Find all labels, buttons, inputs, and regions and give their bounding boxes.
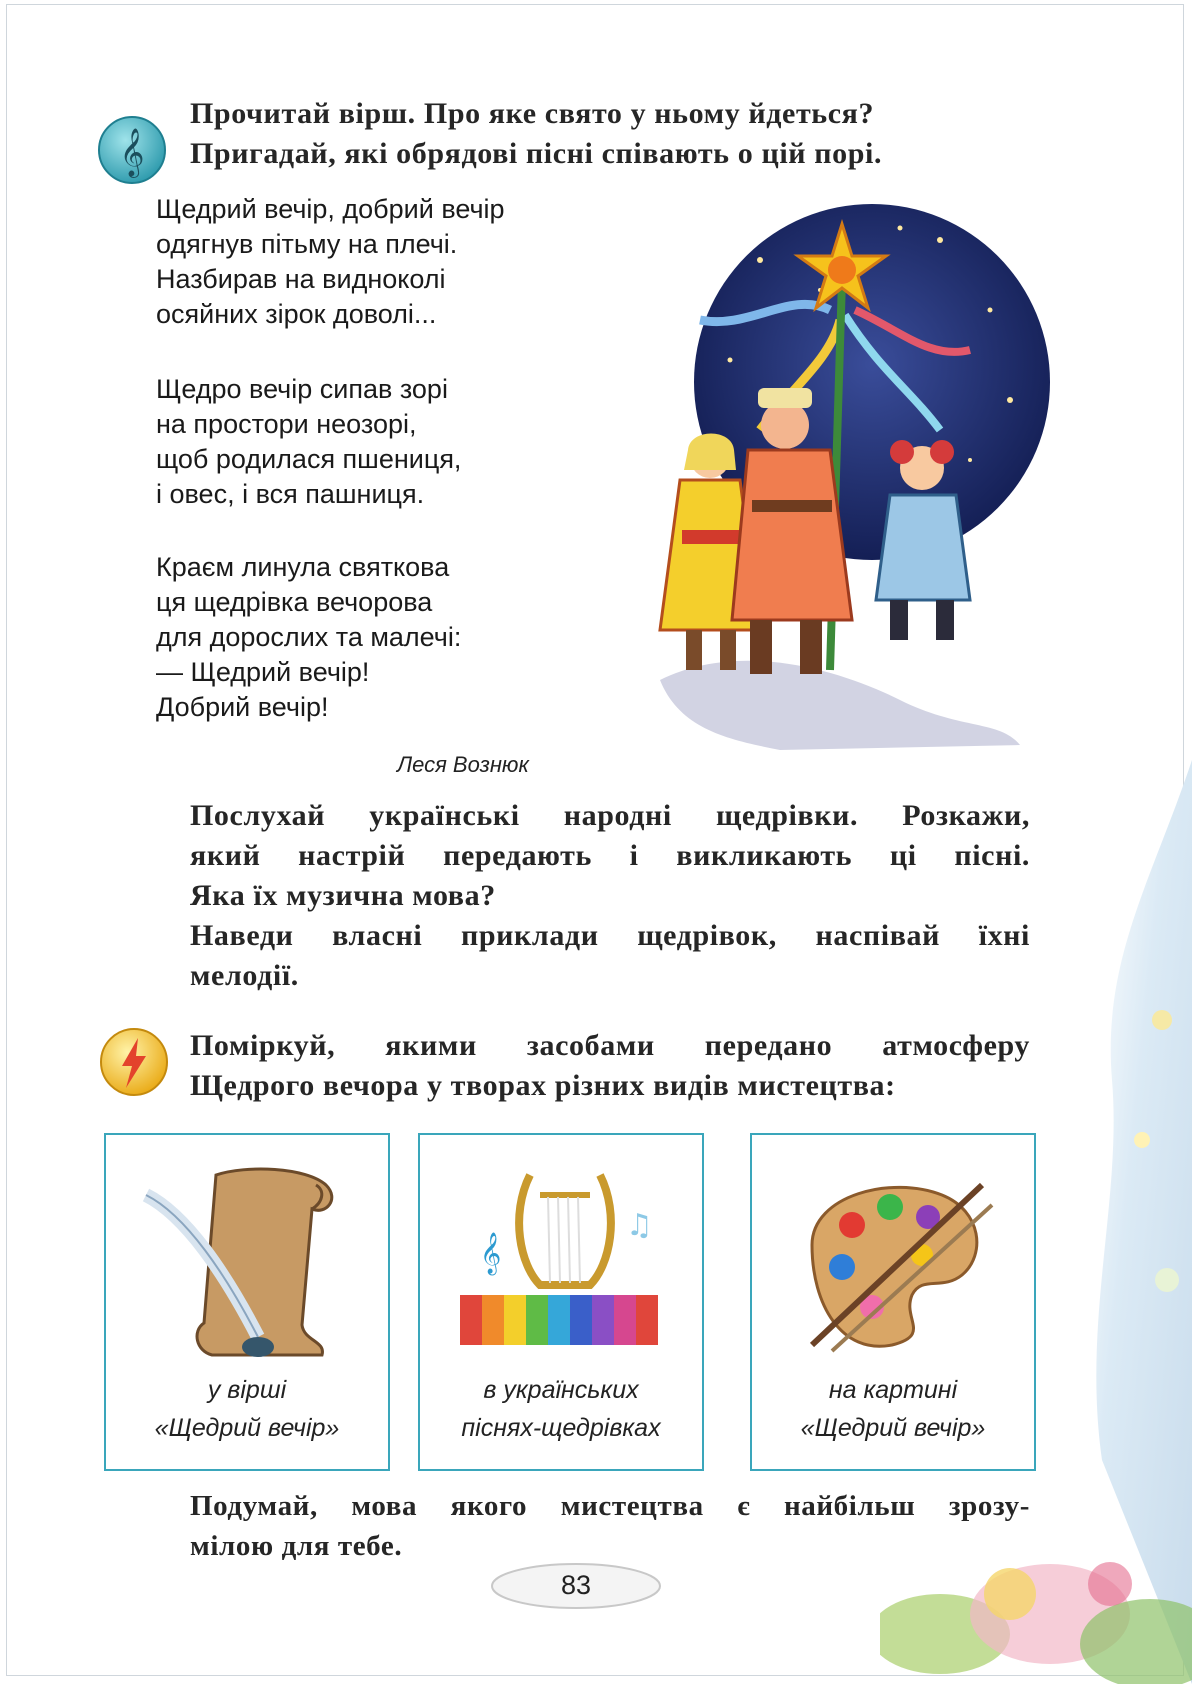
poem-line: Добрий вечір! (156, 692, 329, 722)
card-caption (752, 1371, 1034, 1447)
card-songs (418, 1133, 704, 1471)
poem-line: Назбирав на видноколі (156, 264, 446, 294)
poem-line: ця щедрівка вечорова (156, 587, 433, 617)
poem-line: одягнув пітьму на плечі. (156, 229, 458, 259)
poem-stanza-3 (156, 550, 461, 725)
task4-line2: мілою для тебе. (190, 1530, 403, 1562)
task2-line1: Послухай українські народні щедрівки. Розкажи, (190, 799, 1030, 832)
task2-line4: Наведи власні приклади щедрівок, наспівай їхні (190, 919, 1030, 952)
card-caption (106, 1371, 388, 1447)
lyre-keyboard-icon (440, 1155, 682, 1365)
page-number: 83 (560, 1570, 592, 1600)
poem-line: Щедро вечір сипав зорі (156, 374, 448, 404)
poem-line: Щедрий вечір, добрий вечір (156, 194, 505, 224)
svg-text:𝄞: 𝄞 (480, 1233, 502, 1274)
card-caption-line: піснях-щедрівках (461, 1414, 661, 1442)
task4-text (190, 1486, 1030, 1566)
palette-brushes-icon (772, 1155, 1014, 1365)
poem-author: Леся Вознюк (397, 752, 529, 777)
scroll-quill-icon (126, 1155, 368, 1365)
poem-line: — Щедрий вечір! (156, 657, 370, 687)
treble-clef-icon (96, 114, 168, 186)
poem-stanza-1 (156, 192, 505, 332)
task3-text (190, 1026, 1030, 1106)
task2-line5: мелодії. (190, 959, 299, 992)
task2-line3: Яка їх музична мова? (190, 879, 496, 912)
card-caption-line: в українських (483, 1376, 639, 1404)
page-number-badge (488, 1560, 664, 1612)
poem-line: щоб родилася пшениця, (156, 444, 462, 474)
card-painting (750, 1133, 1036, 1471)
card-caption-line: «Щедрий вечір» (800, 1414, 986, 1442)
poem-line: осяйних зірок доволі... (156, 299, 437, 329)
task1-line1: Прочитай вірш. Про яке свято у ньому йдеться? (190, 97, 875, 130)
poem-line: Краєм линула святкова (156, 552, 450, 582)
lightning-idea-icon (98, 1026, 170, 1098)
poem-line: для дорослих та малечі: (156, 622, 462, 652)
svg-text:𝄞: 𝄞 (119, 127, 145, 176)
task1-text (190, 94, 882, 174)
poem-line: на простори неозорі, (156, 409, 417, 439)
carolers-illustration (640, 200, 1080, 760)
svg-text:♫: ♫ (626, 1208, 653, 1243)
card-caption-line: у вірші (207, 1376, 287, 1404)
task1-line2: Пригадай, які обрядові пісні співають о цій порі. (190, 137, 883, 170)
card-caption-line: на картині (828, 1376, 958, 1404)
task2-line2: який настрій передають і викликають ці пісні. (190, 839, 1030, 872)
card-caption (420, 1371, 702, 1447)
task3-line1: Поміркуй, якими засобами передано атмосферу (190, 1029, 1030, 1062)
task4-line1: Подумай, мова якого мистецтва є найбільш зрозу- (190, 1490, 1030, 1522)
card-caption-line: «Щедрий вечір» (154, 1414, 340, 1442)
card-poem (104, 1133, 390, 1471)
task3-line2: Щедрого вечора у творах різних видів мистецтва: (190, 1069, 896, 1102)
poem-stanza-2 (156, 372, 461, 512)
task2-text (190, 796, 1030, 996)
poem-line: і овес, і вся пашниця. (156, 479, 425, 509)
